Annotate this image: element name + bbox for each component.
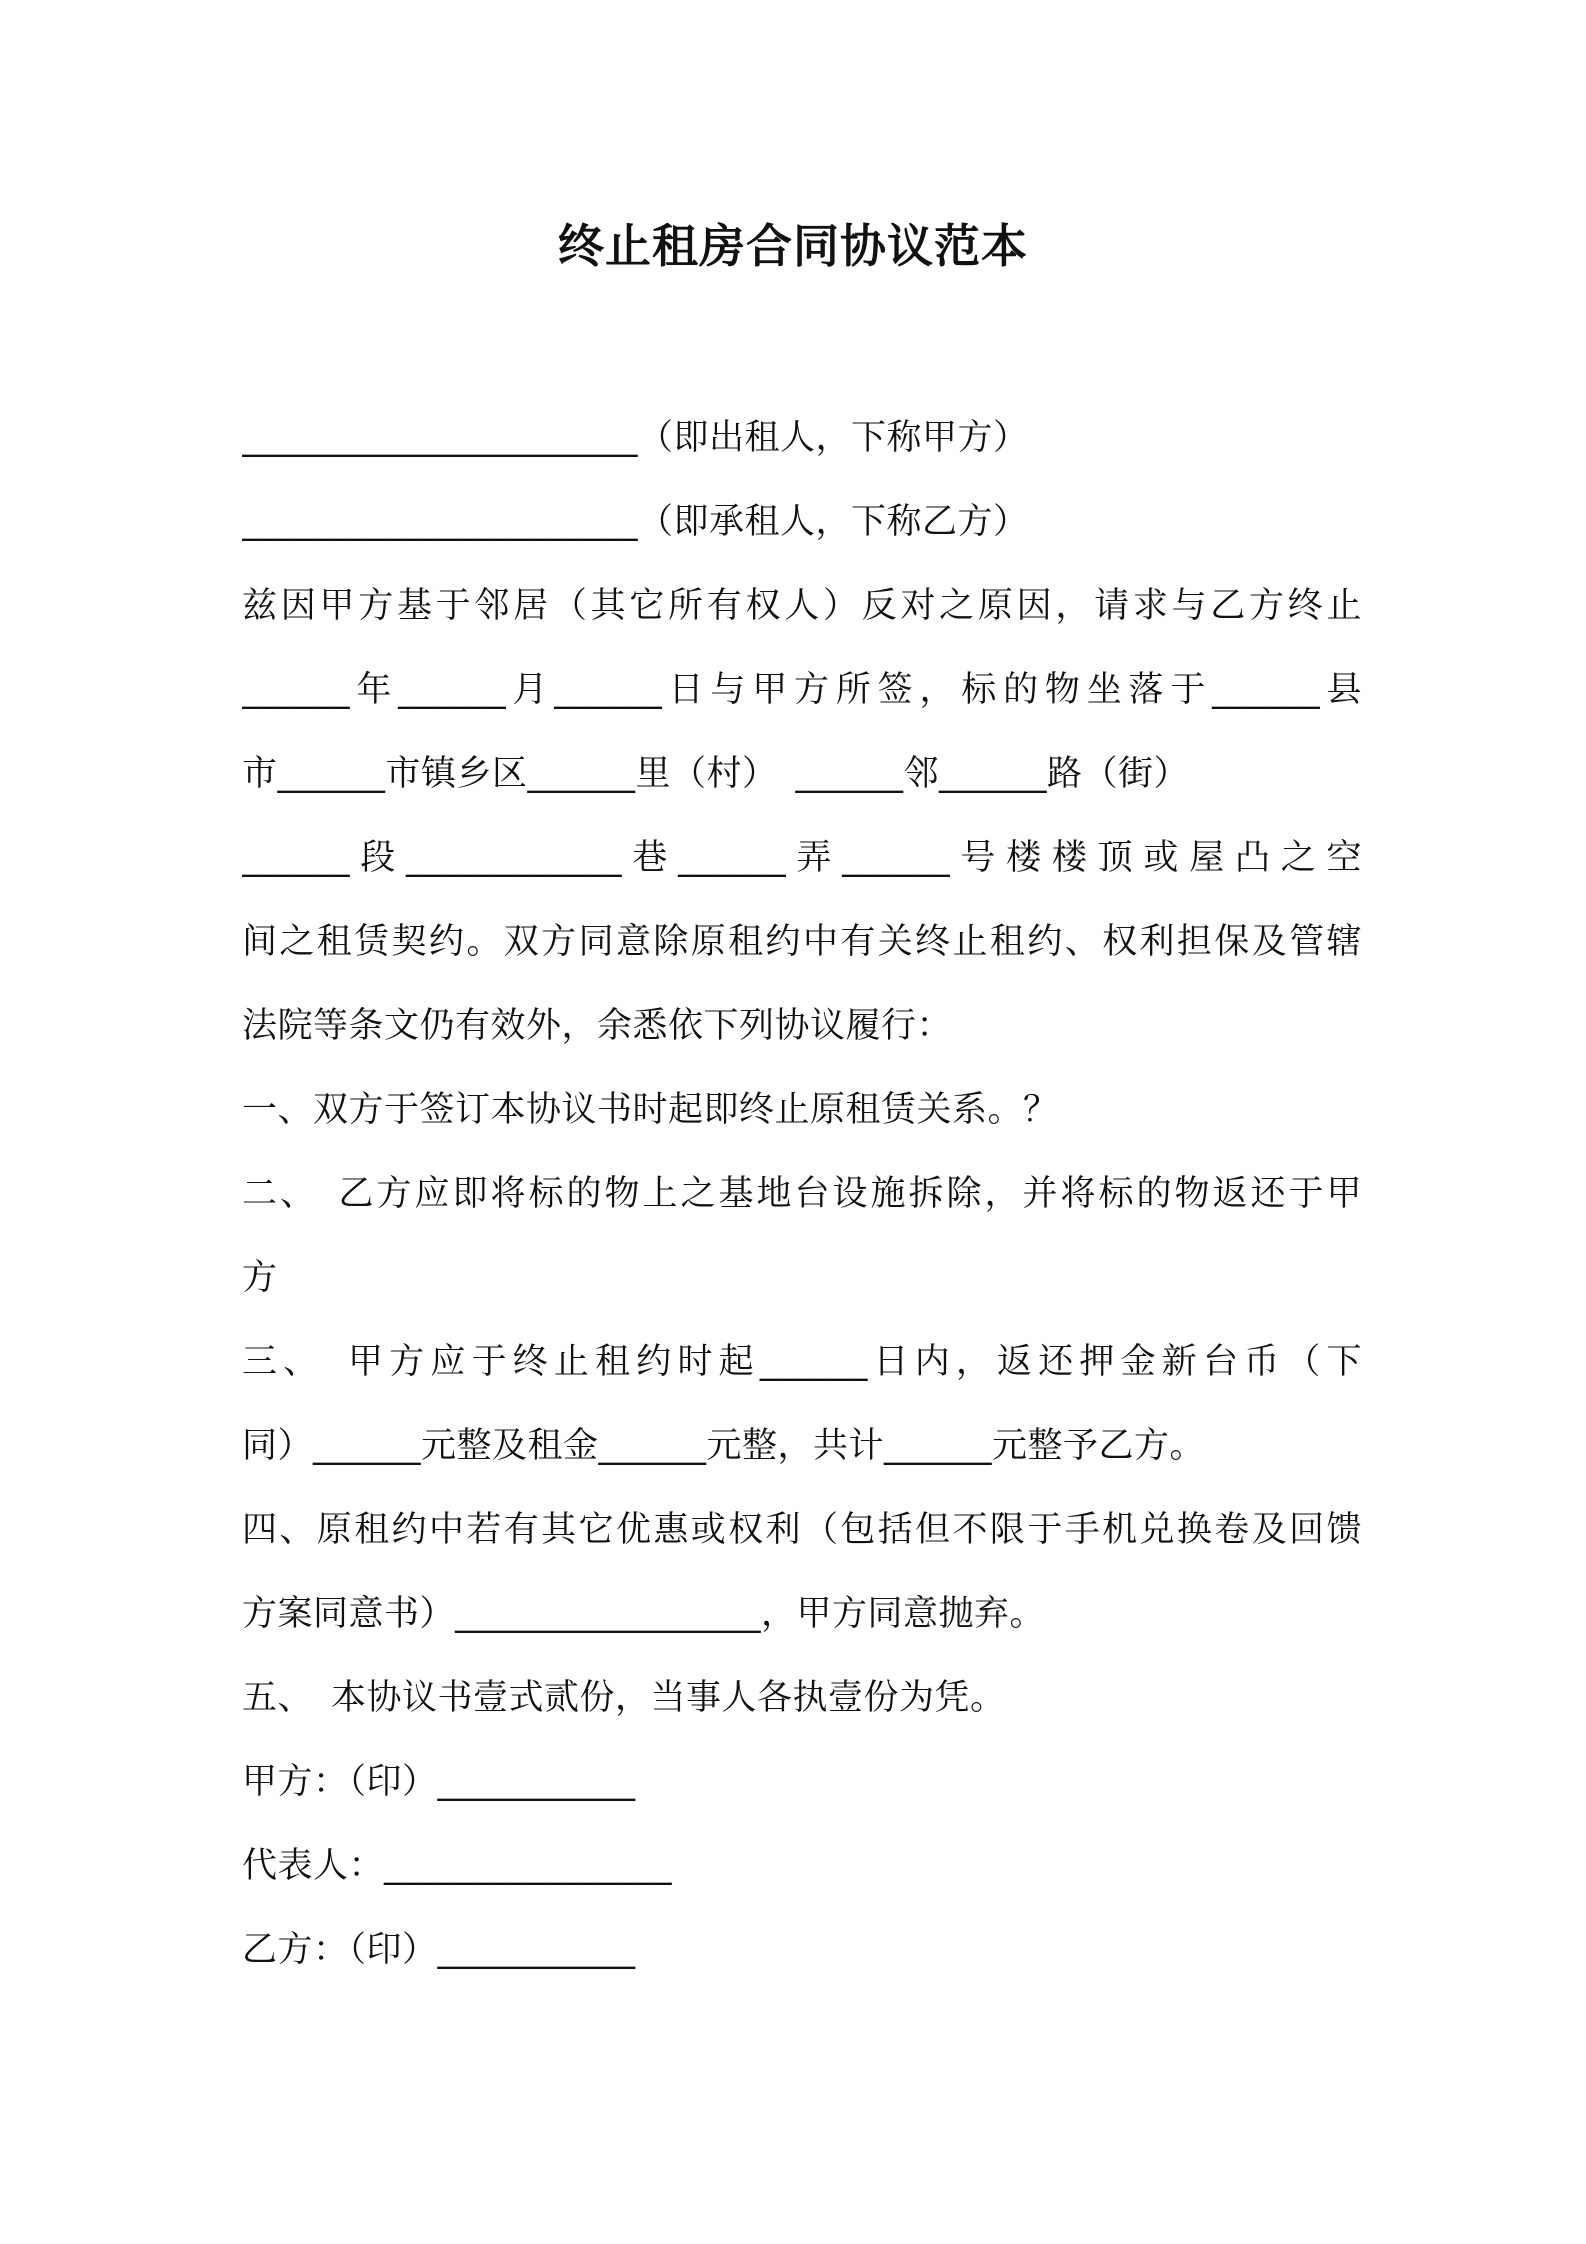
signature-party-b: 乙方：（印）___________ xyxy=(242,1930,636,1970)
signature-representative: 代表人：________________ xyxy=(242,1846,673,1886)
body-line-6: 法院等条文仍有效外，余悉依下列协议履行： xyxy=(242,1006,953,1046)
party-a-line: ______________________（即出租人，下称甲方） xyxy=(242,418,1029,458)
document-title: 终止租房合同协议范本 xyxy=(558,219,1028,273)
clause-5: 五、 本协议书壹式贰份，当事人各执壹份为凭。 xyxy=(242,1678,1006,1718)
clause-3-line-1: 三、 甲方应于终止租约时起______日内，返还押金新台币（下 xyxy=(242,1342,1362,1382)
clause-2-line-1: 二、 乙方应即将标的物上之基地台设施拆除，并将标的物返还于甲 xyxy=(242,1174,1362,1214)
clause-2-line-2: 方 xyxy=(242,1258,278,1298)
body-line-2: ______年______月______日与甲方所签，标的物坐落于______县 xyxy=(242,670,1362,710)
clause-4-line-2: 方案同意书）_________________，甲方同意抛弃。 xyxy=(242,1594,1046,1634)
body-line-5: 间之租赁契约。双方同意除原租约中有关终止租约、权利担保及管辖 xyxy=(242,922,1362,962)
body-line-1: 兹因甲方基于邻居（其它所有权人）反对之原因，请求与乙方终止 xyxy=(242,586,1362,626)
signature-party-a: 甲方：（印）___________ xyxy=(242,1762,636,1802)
party-b-line: ______________________（即承租人，下称乙方） xyxy=(242,502,1029,542)
clause-3-line-2: 同）______元整及租金______元整，共计______元整予乙方。 xyxy=(242,1426,1206,1466)
clause-4-line-1: 四、原租约中若有其它优惠或权利（包括但不限于手机兑换卷及回馈 xyxy=(242,1510,1362,1550)
body-line-3: 市______市镇乡区______里（村） ______邻______路（街） xyxy=(242,754,1190,794)
body-line-4: ______段____________巷______弄______号楼楼顶或屋凸之空 xyxy=(242,838,1362,878)
clause-1: 一、双方于签订本协议书时起即终止原租赁关系。？ xyxy=(242,1090,1059,1130)
